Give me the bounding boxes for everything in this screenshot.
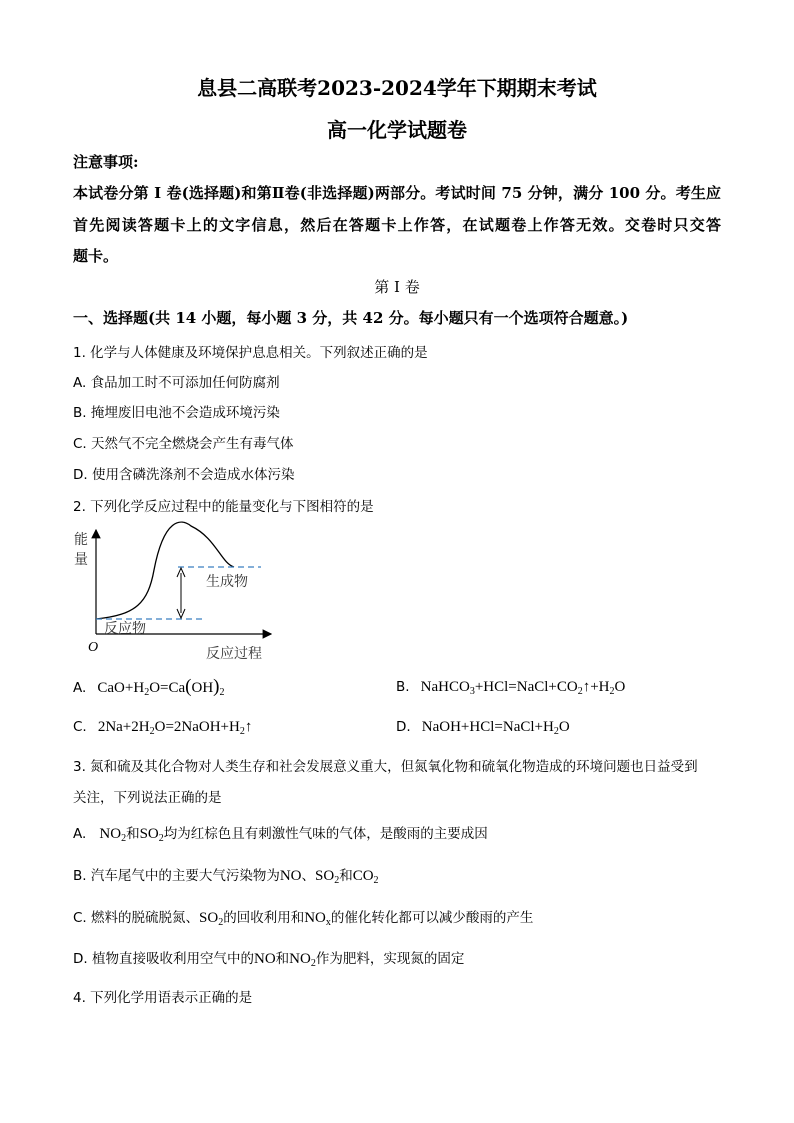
q4-stem: 4. 下列化学用语表示正确的是 [73,990,253,1006]
q3-option-c: C. 燃料的脱硫脱氮、$SO_2$的回收利用和$NO_x$的催化转化都可以减少酸雨的产生 [73,910,534,928]
q3-option-a: A. $NO_2$和$SO_2$均为红棕色且有刺激性气味的气体，是酸雨的主要成因 [73,826,488,844]
q2-option-c: C. $2Na+2H_2O=2NaOH+H_2↑$ [73,719,253,737]
q3-stem-line-1: 3. 氮和硫及其化合物对人类生存和社会发展意义重大，但氮氧化物和硫氧化物造成的环境问题也日益受到 [73,759,698,775]
volume-label: 第 I 卷 [374,278,420,296]
energy-diagram [66,518,282,666]
exam-title: 息县二高联考2023-2024学年下期期末考试 [197,76,597,100]
exam-subtitle: 高一化学试题卷 [327,118,467,142]
q2-option-d: D. $NaOH+HCl=NaCl+H_2O$ [396,719,570,737]
energy-curve [96,522,234,619]
q1-option-a: A. 食品加工时不可添加任何防腐剂 [73,375,280,391]
q2-stem: 2. 下列化学反应过程中的能量变化与下图相符的是 [73,499,374,515]
reactant-label: 反应物 [104,621,146,637]
origin-label: O [88,640,99,655]
q2-option-a: A. $CaO+H_2O=Ca(OH)_2$ [73,676,225,698]
notice-heading: 注意事项: [73,153,139,171]
q1-option-b: B. 掩埋废旧电池不会造成环境污染 [73,405,280,421]
q1-option-d: D. 使用含磷洗涤剂不会造成水体污染 [73,467,295,483]
product-label: 生成物 [206,574,248,590]
q2-option-b: B. $NaHCO_3+HCl=NaCl+CO_2↑+H_2O$ [396,679,626,697]
notice-line-2: 首先阅读答题卡上的文字信息，然后在答题卡上作答，在试题卷上作答无效。交卷时只交答 [73,216,721,234]
x-axis-label: 反应过程 [206,646,262,662]
notice-line-1: 本试卷分第 I 卷(选择题)和第Ⅱ卷(非选择题)两部分。考试时间 75 分钟，满分 100 分。考生应 [73,184,721,202]
q3-option-b: B. 汽车尾气中的主要大气污染物为NO、$SO_2$和$CO_2$ [73,868,379,886]
q3-stem-line-2: 关注，下列说法正确的是 [73,790,222,806]
section-heading: 一、选择题(共 14 小题，每小题 3 分，共 42 分。每小题只有一个选项符合题意。) [73,309,629,327]
y-axis-label-1: 能 [74,532,88,548]
q1-option-c: C. 天然气不完全燃烧会产生有毒气体 [73,436,294,452]
q1-stem: 1. 化学与人体健康及环境保护息息相关。下列叙述正确的是 [73,345,428,361]
y-axis-label-2: 量 [74,552,88,568]
q3-option-d: D. 植物直接吸收利用空气中的NO和$NO_2$作为肥料，实现氮的固定 [73,951,465,969]
notice-line-3: 题卡。 [73,247,119,265]
